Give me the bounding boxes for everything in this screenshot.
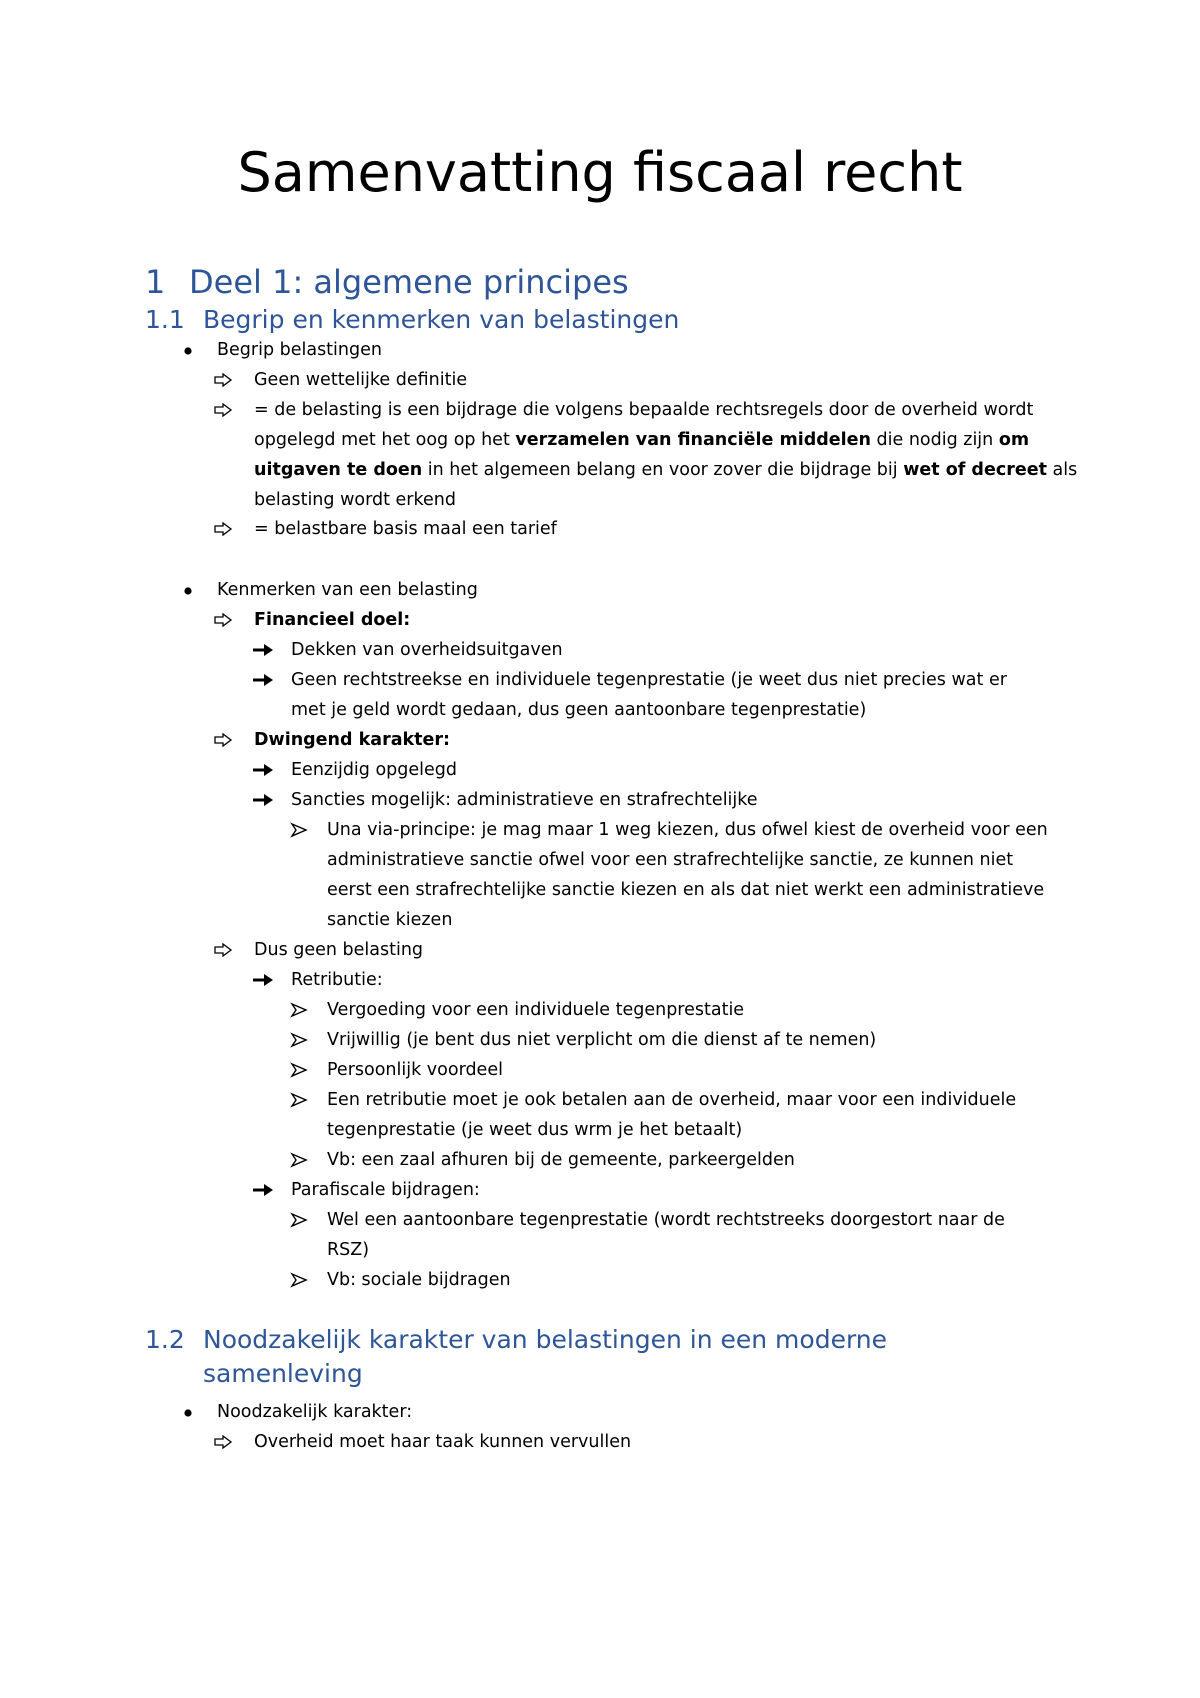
heading-1-2-text-continuation: samenleving xyxy=(203,1359,363,1388)
list-item: Dwingend karakter: xyxy=(254,730,451,750)
list-item: Noodzakelijk karakter: xyxy=(217,1402,413,1422)
bullet-icon xyxy=(175,1405,201,1421)
list-item: Una via-principe: je mag maar 1 weg kiezen, dus ofwel kiest de overheid voor een xyxy=(327,820,1048,840)
arrow-right-icon xyxy=(252,763,278,777)
hollow-arrow-icon xyxy=(213,613,239,627)
document-title: Samenvatting fiscaal recht xyxy=(237,141,963,204)
list-item: Dekken van overheidsuitgaven xyxy=(291,640,563,660)
list-item: Geen wettelijke definitie xyxy=(254,370,468,390)
heading-1-1-number: 1.1 xyxy=(145,305,185,334)
hollow-arrow-icon xyxy=(213,403,239,417)
arrowhead-icon xyxy=(288,1062,314,1078)
list-item-continuation: belasting wordt erkend xyxy=(254,490,456,510)
heading-1-number: 1 xyxy=(145,263,166,301)
list-item: Persoonlijk voordeel xyxy=(327,1060,503,1080)
arrowhead-icon xyxy=(288,822,314,838)
list-item: Kenmerken van een belasting xyxy=(217,580,478,600)
list-item-continuation: administratieve sanctie ofwel voor een strafrechtelijke sanctie, ze kunnen niet xyxy=(327,850,1014,870)
list-item: = belastbare basis maal een tarief xyxy=(254,519,557,539)
list-item-continuation: RSZ) xyxy=(327,1240,370,1260)
list-item: Sancties mogelijk: administratieve en strafrechtelijke xyxy=(291,790,758,810)
list-item: Financieel doel: xyxy=(254,610,411,630)
hollow-arrow-icon xyxy=(213,522,239,536)
list-item-continuation: tegenprestatie (je weet dus wrm je het betaalt) xyxy=(327,1120,743,1140)
list-item: Eenzijdig opgelegd xyxy=(291,760,458,780)
list-item-continuation: sanctie kiezen xyxy=(327,910,453,930)
hollow-arrow-icon xyxy=(213,943,239,957)
list-item-continuation: met je geld wordt gedaan, dus geen aantoonbare tegenprestatie) xyxy=(291,700,867,720)
arrow-right-icon xyxy=(252,1183,278,1197)
heading-1-text: Deel 1: algemene principes xyxy=(189,263,629,301)
heading-1-2-number: 1.2 xyxy=(145,1325,185,1354)
list-item: Begrip belastingen xyxy=(217,340,382,360)
list-item: Vergoeding voor een individuele tegenprestatie xyxy=(327,1000,745,1020)
list-item: = de belasting is een bijdrage die volgens bepaalde rechtsregels door de overheid wordt xyxy=(254,400,1034,420)
list-item: Parafiscale bijdragen: xyxy=(291,1180,480,1200)
arrow-right-icon xyxy=(252,673,278,687)
list-item: Vb: een zaal afhuren bij de gemeente, parkeergelden xyxy=(327,1150,795,1170)
heading-1 xyxy=(145,260,629,304)
heading-1-1 xyxy=(145,303,679,337)
list-item: Dus geen belasting xyxy=(254,940,424,960)
list-item: Vrijwillig (je bent dus niet verplicht om die dienst af te nemen) xyxy=(327,1030,877,1050)
heading-1-1-text: Begrip en kenmerken van belastingen xyxy=(203,305,680,334)
heading-1-2 xyxy=(145,1323,887,1391)
list-item: Overheid moet haar taak kunnen vervullen xyxy=(254,1432,632,1452)
arrow-right-icon xyxy=(252,643,278,657)
list-item: Retributie: xyxy=(291,970,383,990)
bullet-icon xyxy=(175,343,201,359)
hollow-arrow-icon xyxy=(213,373,239,387)
list-item-continuation: uitgaven te doen in het algemeen belang en voor zover die bijdrage bij wet of decreet als xyxy=(254,460,1078,480)
bullet-icon xyxy=(175,583,201,599)
arrow-right-icon xyxy=(252,793,278,807)
list-item: Geen rechtstreekse en individuele tegenprestatie (je weet dus niet precies wat er xyxy=(291,670,1007,690)
arrowhead-icon xyxy=(288,1092,314,1108)
arrowhead-icon xyxy=(288,1032,314,1048)
list-item: Een retributie moet je ook betalen aan de overheid, maar voor een individuele xyxy=(327,1090,1017,1110)
hollow-arrow-icon xyxy=(213,1435,239,1449)
list-item: Wel een aantoonbare tegenprestatie (wordt rechtstreeks doorgestort naar de xyxy=(327,1210,1005,1230)
arrowhead-icon xyxy=(288,1212,314,1228)
arrowhead-icon xyxy=(288,1002,314,1018)
hollow-arrow-icon xyxy=(213,733,239,747)
arrow-right-icon xyxy=(252,973,278,987)
arrowhead-icon xyxy=(288,1272,314,1288)
arrowhead-icon xyxy=(288,1152,314,1168)
list-item: Vb: sociale bijdragen xyxy=(327,1270,511,1290)
list-item-continuation: opgelegd met het oog op het verzamelen van financiële middelen die nodig zijn om xyxy=(254,430,1030,450)
heading-1-2-text: Noodzakelijk karakter van belastingen in een moderne xyxy=(203,1325,888,1354)
list-item-continuation: eerst een strafrechtelijke sanctie kiezen en als dat niet werkt een administratieve xyxy=(327,880,1045,900)
